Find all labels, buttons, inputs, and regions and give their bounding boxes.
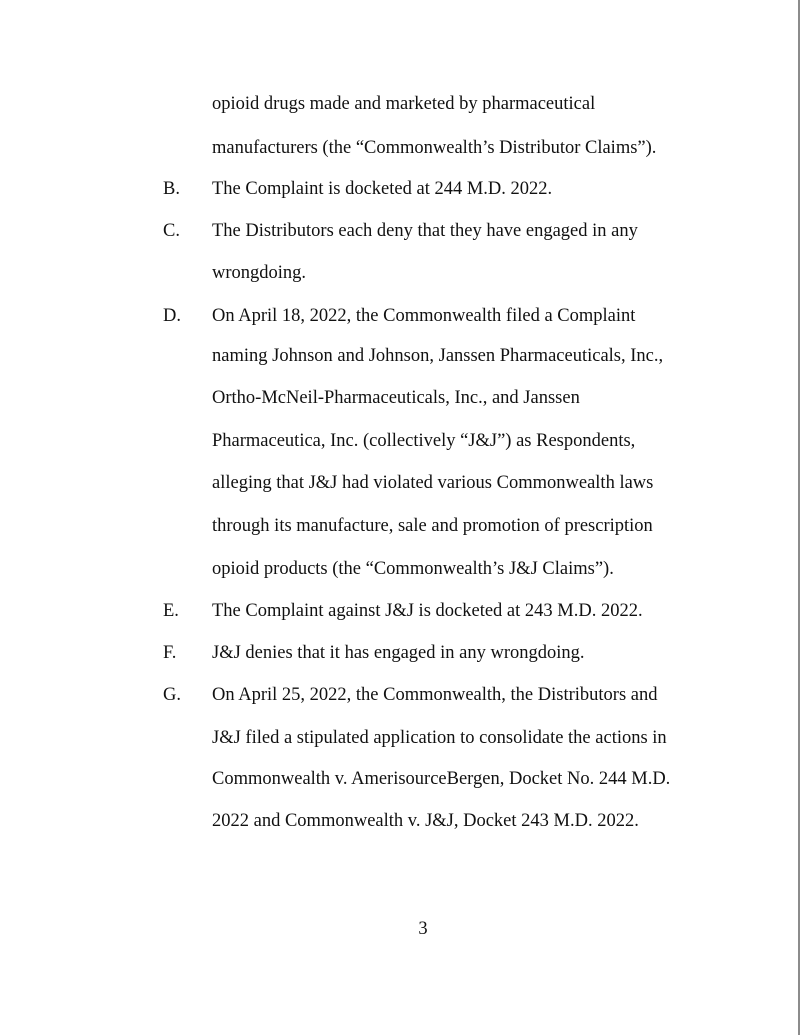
paragraph-c-line: wrongdoing. bbox=[212, 263, 307, 283]
page-number: 3 bbox=[418, 919, 428, 939]
paragraph-g-line: 2022 and Commonwealth v. J&J, Docket 243 M.D. 2022. bbox=[212, 811, 639, 831]
paragraph-a-continuation-line: opioid drugs made and marketed by pharmaceutical bbox=[212, 94, 596, 114]
paragraph-g-label: G. bbox=[163, 685, 181, 705]
paragraph-d-line: naming Johnson and Johnson, Janssen Pharmaceuticals, Inc., bbox=[212, 346, 664, 366]
paragraph-f-line: J&J denies that it has engaged in any wrongdoing. bbox=[212, 643, 585, 663]
paragraph-a-continuation-line: manufacturers (the “Commonwealth’s Distributor Claims”). bbox=[212, 138, 657, 158]
paragraph-d-line: through its manufacture, sale and promotion of prescription bbox=[212, 516, 653, 536]
paragraph-g-line: J&J filed a stipulated application to consolidate the actions in bbox=[212, 728, 667, 748]
paragraph-g-line: Commonwealth v. AmerisourceBergen, Docket No. 244 M.D. bbox=[212, 769, 671, 789]
paragraph-c-line: The Distributors each deny that they have engaged in any bbox=[212, 221, 638, 241]
paragraph-b-label: B. bbox=[163, 179, 180, 199]
paragraph-e-line: The Complaint against J&J is docketed at 243 M.D. 2022. bbox=[212, 601, 643, 621]
paragraph-f-label: F. bbox=[163, 643, 177, 663]
paragraph-d-line: alleging that J&J had violated various Commonwealth laws bbox=[212, 473, 654, 493]
paragraph-d-line: On April 18, 2022, the Commonwealth filed a Complaint bbox=[212, 306, 636, 326]
paragraph-g-line: On April 25, 2022, the Commonwealth, the Distributors and bbox=[212, 685, 658, 705]
paragraph-d-line: Ortho-McNeil-Pharmaceuticals, Inc., and Janssen bbox=[212, 388, 580, 408]
paragraph-c-label: C. bbox=[163, 221, 180, 241]
paragraph-d-label: D. bbox=[163, 306, 181, 326]
paragraph-d-line: opioid products (the “Commonwealth’s J&J Claims”). bbox=[212, 559, 614, 579]
paragraph-d-line: Pharmaceutica, Inc. (collectively “J&J”) as Respondents, bbox=[212, 431, 636, 451]
paragraph-b-line: The Complaint is docketed at 244 M.D. 2022. bbox=[212, 179, 553, 199]
paragraph-e-label: E. bbox=[163, 601, 179, 621]
